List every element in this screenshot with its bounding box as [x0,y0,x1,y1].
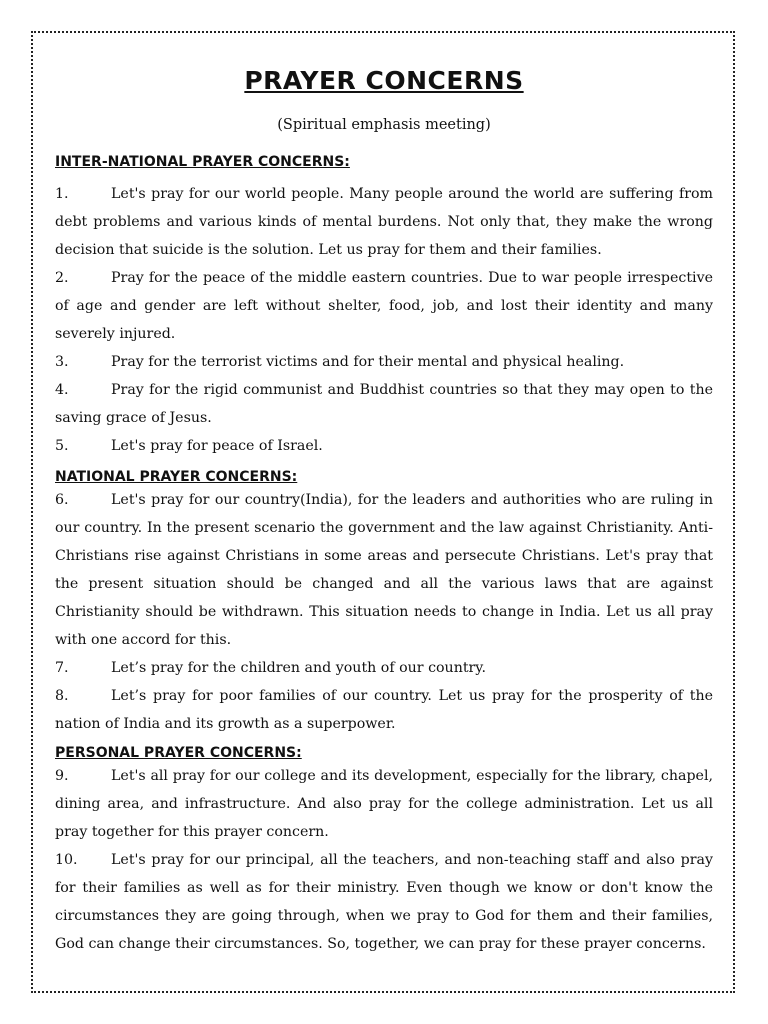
item-number: 4. [55,382,69,398]
item-number: 9. [55,768,69,784]
item-text: Let's pray for peace of Israel. [111,438,323,454]
item-text: Pray for the terrorist victims and for their mental and physical healing. [111,354,625,370]
item-text: Let's pray for our country(India), for the leaders and authorities who are ruling in our country. In the present scenario the government and the law against Christianity. Anti-Christians rise against Christians in some areas and persecute Christians. Let's pray that the present situation should be changed and all the various laws that are against Christianity should be withdrawn. This situation needs to change in India. Let us all pray with one accord for this. [55,492,713,648]
item-number: 7. [55,660,69,676]
section-heading-personal: PERSONAL PRAYER CONCERNS: [55,745,302,761]
prayer-item [55,486,713,654]
item-text: Let's pray for our world people. Many people around the world are suffering from debt problems and various kinds of mental burdens. Not only that, they make the wrong decision that suicide is the solution. Let us pray for them and their families. [55,186,713,258]
prayer-item [55,762,713,846]
item-text: Let's pray for our principal, all the teachers, and non-teaching staff and also pray for their families as well as for their ministry. Even though we know or don't know the circumstances they are going through, when we pray to God for them and their families, God can change their circumstances. So, together, we can pray for these prayer concerns. [55,852,713,952]
prayer-item [55,180,713,264]
item-text: Pray for the rigid communist and Buddhist countries so that they may open to the saving grace of Jesus. [55,382,713,426]
document-title: PRAYER CONCERNS [244,66,524,95]
document-subtitle: (Spiritual emphasis meeting) [277,117,491,133]
item-text: Let’s pray for the children and youth of our country. [111,660,486,676]
item-number: 10. [55,852,78,868]
prayer-item [55,348,713,376]
prayer-item [55,376,713,432]
item-number: 2. [55,270,69,286]
item-text: Let's all pray for our college and its development, especially for the library, chapel, dining area, and infrastructure. And also pray for the college administration. Let us all pray together for this prayer concern. [55,768,713,840]
item-number: 1. [55,186,69,202]
prayer-item [55,654,713,682]
item-text: Pray for the peace of the middle eastern countries. Due to war people irrespective of age and gender are left without shelter, food, job, and lost their identity and many severely injured. [55,270,713,342]
item-text: Let’s pray for poor families of our country. Let us pray for the prosperity of the nation of India and its growth as a superpower. [55,688,713,732]
item-number: 3. [55,354,69,370]
prayer-item [55,432,713,460]
item-number: 8. [55,688,69,704]
prayer-item [55,264,713,348]
section-heading-national: NATIONAL PRAYER CONCERNS: [55,469,298,485]
section-heading-international: INTER-NATIONAL PRAYER CONCERNS: [55,154,350,170]
item-number: 5. [55,438,69,454]
prayer-item [55,846,713,958]
item-number: 6. [55,492,69,508]
prayer-item [55,682,713,738]
